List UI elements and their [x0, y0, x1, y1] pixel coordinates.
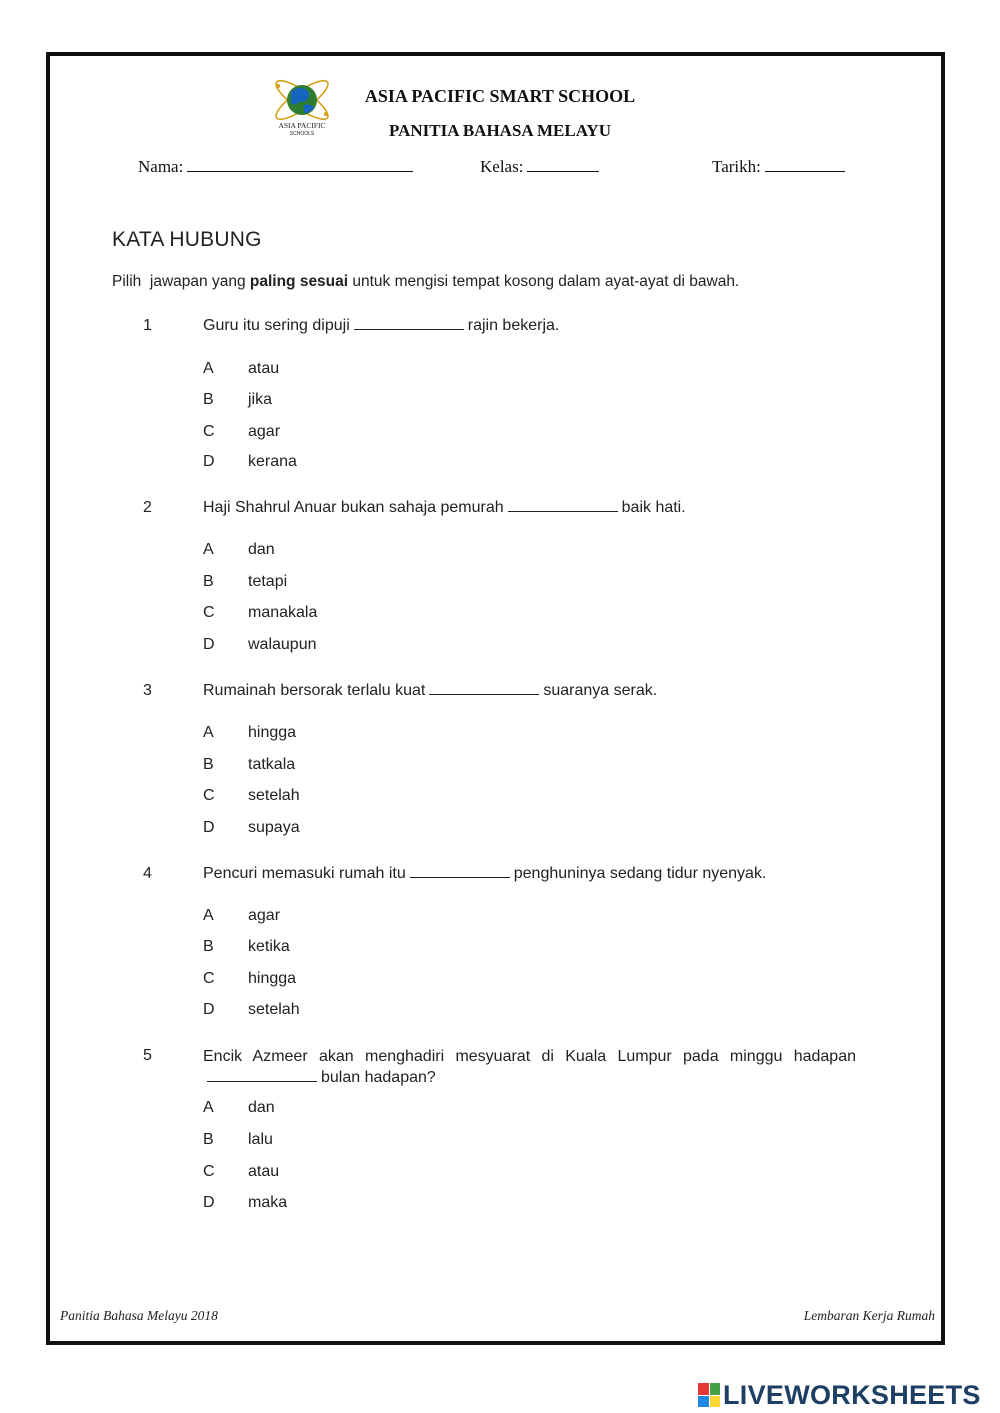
question-number: 1 [143, 317, 152, 334]
question-after: penghuninya sedang tidur nyenyak. [513, 865, 767, 882]
instruction-pre: Pilih jawapan yang [112, 273, 250, 290]
option-text: setelah [248, 787, 300, 804]
question-after: baik hati. [621, 499, 686, 516]
liveworksheets-logo-icon [698, 1383, 720, 1407]
option-text: setelah [248, 1001, 300, 1018]
option-text: hingga [248, 970, 297, 987]
question-before: Haji Shahrul Anuar bukan sahaja pemurah [203, 499, 504, 516]
liveworksheets-watermark [698, 1378, 981, 1412]
option-letter: C [203, 787, 215, 804]
liveworksheets-text: LIVEWORKSHEETS [723, 1379, 981, 1410]
option-letter: C [203, 604, 215, 621]
option-letter: B [203, 938, 214, 955]
logo-square [710, 1383, 721, 1395]
question-before: Guru itu sering dipuji [203, 317, 350, 334]
option-letter: B [203, 1131, 214, 1148]
option-text: lalu [248, 1131, 273, 1148]
nama-field[interactable] [138, 157, 413, 177]
option-text: tetapi [248, 573, 288, 590]
footer-right: Lembaran Kerja Rumah [803, 1308, 935, 1323]
question-after: bulan hadapan? [321, 1069, 436, 1086]
panitia-title: PANITIA BAHASA MELAYU [389, 121, 611, 140]
option-letter: B [203, 391, 214, 408]
option-text: jika [248, 391, 273, 408]
question-text [203, 499, 686, 517]
question-before: Pencuri memasuki rumah itu [203, 865, 406, 882]
tarikh-label: Tarikh: [712, 157, 761, 176]
answer-blank[interactable] [429, 682, 539, 695]
option-letter: D [203, 819, 215, 836]
question-number: 4 [143, 865, 152, 882]
instruction [112, 273, 739, 291]
question-before: Rumainah bersorak terlalu kuat [203, 682, 426, 699]
option-text: agar [248, 423, 281, 440]
option-text: atau [248, 360, 280, 377]
option-text: atau [248, 1163, 280, 1180]
option-text: manakala [248, 604, 318, 621]
answer-blank[interactable] [207, 1069, 317, 1082]
answer-blank[interactable] [508, 499, 618, 512]
option-text: dan [248, 541, 275, 558]
question-number: 3 [143, 682, 152, 699]
option-letter: D [203, 453, 215, 470]
option-letter: D [203, 1194, 215, 1211]
instruction-bold: paling sesuai [249, 273, 349, 290]
option-text: maka [248, 1194, 288, 1211]
logo-square [710, 1396, 721, 1408]
option-letter: A [203, 1099, 214, 1116]
option-letter: D [203, 636, 215, 653]
option-text: agar [248, 907, 281, 924]
option-text: walaupun [248, 636, 317, 653]
option-text: hingga [248, 724, 297, 741]
question-after: suaranya serak. [543, 682, 658, 699]
option-letter: B [203, 756, 214, 773]
question-number: 5 [143, 1047, 152, 1064]
option-letter: D [203, 1001, 215, 1018]
option-letter: A [203, 724, 214, 741]
logo-text-2: SCHOOLS [289, 131, 315, 137]
nama-label: Nama: [138, 157, 184, 176]
answer-blank[interactable] [354, 317, 464, 330]
logo-square [698, 1383, 709, 1395]
logo-text-1: ASIA PACIFIC [278, 121, 326, 130]
question-before: Encik Azmeer akan menghadiri mesyuarat di Kuala Lumpur pada minggu hadapan [203, 1048, 856, 1065]
option-letter: B [203, 573, 214, 590]
kelas-label: Kelas: [480, 157, 524, 176]
answer-blank[interactable] [410, 865, 510, 878]
question-text [203, 865, 766, 883]
question-text [203, 317, 559, 335]
tarikh-line[interactable] [765, 157, 845, 172]
tarikh-field[interactable] [712, 157, 845, 177]
kelas-line[interactable] [527, 157, 599, 172]
option-text: ketika [248, 938, 290, 955]
question-number: 2 [143, 499, 152, 516]
school-logo [264, 72, 340, 138]
option-text: kerana [248, 453, 297, 470]
option-letter: A [203, 541, 214, 558]
option-letter: C [203, 970, 215, 987]
option-letter: A [203, 907, 214, 924]
kelas-field[interactable] [480, 157, 599, 177]
worksheet-title: KATA HUBUNG [112, 228, 262, 251]
instruction-post: untuk mengisi tempat kosong dalam ayat-ayat di bawah. [348, 273, 740, 290]
option-text: tatkala [248, 756, 296, 773]
logo-square [698, 1396, 709, 1408]
question-text [203, 1046, 856, 1088]
question-after: rajin bekerja. [467, 317, 560, 334]
option-text: supaya [248, 819, 300, 836]
option-letter: C [203, 423, 215, 440]
question-text [203, 682, 657, 700]
option-letter: A [203, 360, 214, 377]
option-text: dan [248, 1099, 275, 1116]
school-name: ASIA PACIFIC SMART SCHOOL [364, 86, 636, 106]
option-letter: C [203, 1163, 215, 1180]
nama-line[interactable] [187, 157, 413, 172]
footer-left: Panitia Bahasa Melayu 2018 [60, 1308, 218, 1323]
